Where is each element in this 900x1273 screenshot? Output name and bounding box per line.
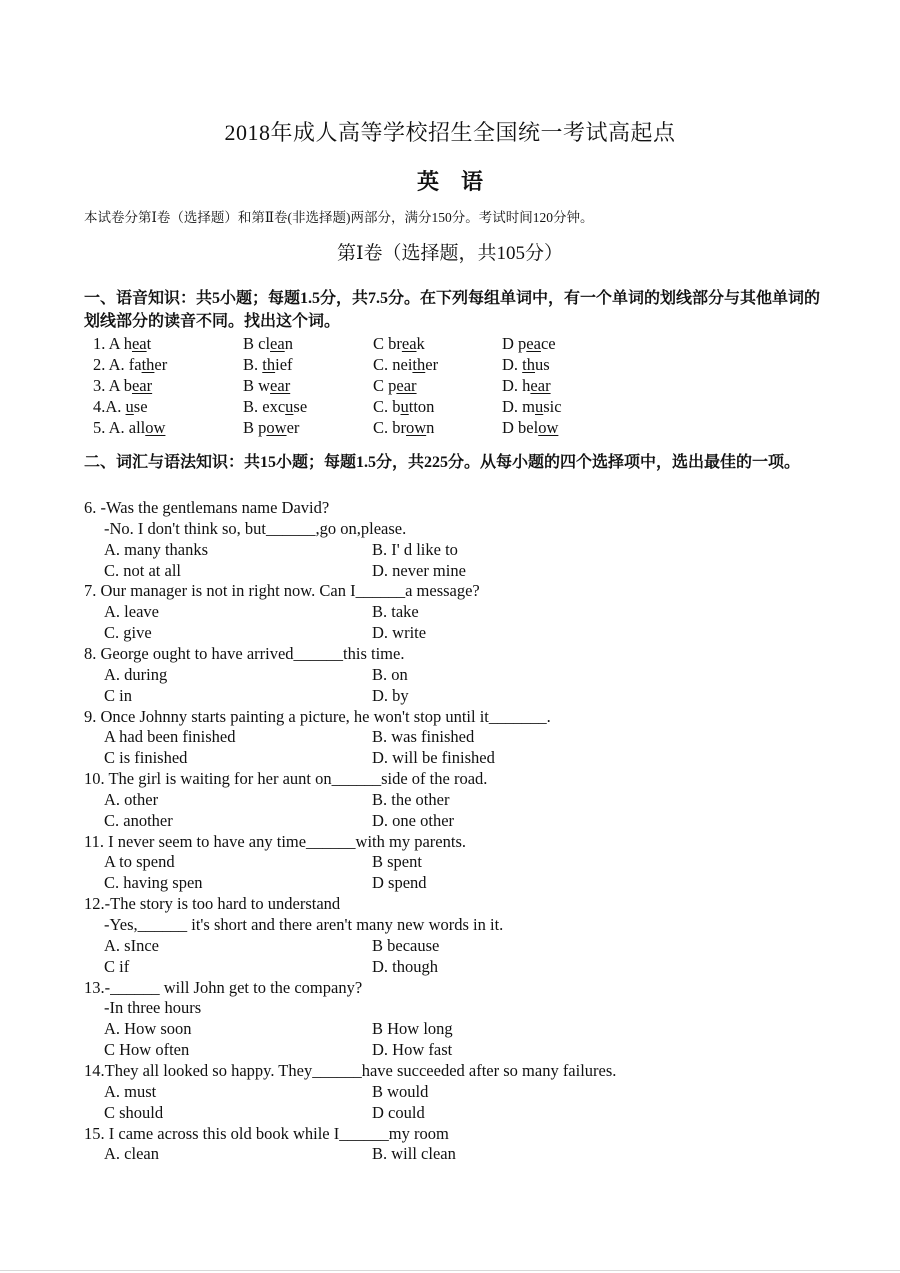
word-part: er [154,355,168,374]
answer-option: B How long [372,1019,453,1038]
word-part: B. exc [243,397,286,416]
word-part: C. nei [373,355,413,374]
answer-option: A. How soon [104,1019,192,1038]
word-part: ief [275,355,293,374]
part-heading: 第Ⅰ卷（选择题，共105分） [336,243,563,264]
phonetic-option [243,354,293,375]
word-part: B cl [243,334,271,353]
word-part: D. m [502,397,535,416]
question-stem: 12.-The story is too hard to understand [84,894,341,913]
word-part: D. [502,355,523,374]
underlined-letters: u [125,397,134,416]
answer-option: B. on [372,665,408,684]
phonetic-option [502,417,558,438]
question-dialogue-line: -Yes,______ it's short and there aren't many new words in it. [104,915,504,934]
question-stem: 7. Our manager is not in right now. Can I______a message? [84,581,480,600]
question-dialogue-line: -No. I don't think so, but______,go on,please. [104,519,407,538]
phonetic-option [502,396,562,417]
underlined-letters: ow [538,418,559,437]
phonetic-option [243,375,290,396]
answer-option: C if [104,957,130,976]
word-part: D p [502,334,527,353]
phonetic-option [93,375,152,396]
question-stem: 8. George ought to have arrived______this time. [84,644,405,663]
word-part: D. h [502,376,531,395]
phonetic-option [93,417,165,438]
underlined-letters: th [141,355,155,374]
word-part: D bel [502,418,539,437]
answer-option: B because [372,936,440,955]
phonetic-option [502,333,556,354]
word-part: B w [243,376,271,395]
phonetic-option [93,354,167,375]
word-part: B. [243,355,263,374]
answer-option: A to spend [104,852,175,871]
phonetic-option [373,396,434,417]
phonetic-option [243,333,293,354]
phonetic-option [243,417,299,438]
answer-option: D spend [372,873,427,892]
answer-option: C. give [104,623,152,642]
word-part: n [284,334,293,353]
underlined-letters: ear [270,376,291,395]
underlined-letters: u [285,397,294,416]
answer-option: C in [104,686,132,705]
question-stem: 13.-______ will John get to the company? [84,978,363,997]
section-1-heading: 一、语音知识：共5小题；每题1.5分，共7.5分。在下列每组单词中，有一个单词的划线部分与其他单词的划线部分的读音不同。找出这个词。 [84,290,821,330]
answer-option: D. How fast [372,1040,453,1059]
phonetic-option [243,396,307,417]
answer-option: D. will be finished [372,748,495,767]
word-part: er [425,355,439,374]
answer-option: A. many thanks [104,540,209,559]
answer-option: D. by [372,686,409,705]
word-part: 5. A. all [93,418,146,437]
page-edge-line [0,1270,900,1271]
word-part: sic [543,397,562,416]
underlined-letters: th [412,355,426,374]
word-part: se [133,397,148,416]
question-stem: 9. Once Johnny starts painting a picture, he won't stop until it_______. [84,707,551,726]
underlined-letters: ear [530,376,551,395]
question-stem: 6. -Was the gentlemans name David? [84,498,330,517]
word-part: us [535,355,550,374]
underlined-letters: th [262,355,276,374]
word-part: t [146,334,152,353]
underlined-letters: th [522,355,536,374]
answer-option: C. having spen [104,873,203,892]
answer-option: B. will clean [372,1144,456,1163]
word-part: se [293,397,308,416]
answer-option: D. write [372,623,427,642]
answer-option: A. must [104,1082,157,1101]
answer-option: D. though [372,957,438,976]
answer-option: A had been finished [104,727,236,746]
question-stem: 10. The girl is waiting for her aunt on______side of the road. [84,769,488,788]
answer-option: C is finished [104,748,188,767]
exam-intro: 本试卷分第Ⅰ卷（选择题）和第Ⅱ卷(非选择题)两部分，满分150分。考试时间120分钟。 [84,210,594,225]
word-part: k [416,334,425,353]
underlined-letters: ea [401,334,417,353]
underlined-letters: ea [526,334,541,353]
section-2-heading: 二、词汇与语法知识：共15小题；每题1.5分，共225分。从每小题的四个选择项中，选出最佳的一项。 [84,454,801,471]
word-part: C br [373,334,402,353]
underlined-letters: ear [131,376,153,395]
answer-option: D could [372,1103,425,1122]
question-dialogue-line: -In three hours [104,998,202,1017]
answer-option: B. take [372,602,419,621]
word-part: C. br [373,418,406,437]
word-part: 4.A. [93,397,126,416]
question-stem: 15. I came across this old book while I______my room [84,1124,449,1143]
phonetic-option [373,333,425,354]
phonetic-option [373,354,438,375]
underlined-letters: ear [396,376,417,395]
underlined-letters: ow [145,418,166,437]
answer-option: D. never mine [372,561,466,580]
answer-option: A. leave [104,602,159,621]
answer-option: C. another [104,811,173,830]
question-stem: 14.They all looked so happy. They______have succeeded after so many failures. [84,1061,617,1080]
underlined-letters: ea [270,334,285,353]
subject-title: 英语 [416,169,505,194]
underlined-letters: u [400,397,409,416]
underlined-letters: ea [131,334,147,353]
answer-option: A. other [104,790,159,809]
phonetic-option [502,354,550,375]
word-part: 3. A b [93,376,132,395]
word-part: er [286,418,300,437]
answer-option: A. sInce [104,936,159,955]
phonetic-option [93,396,148,417]
word-part: C p [373,376,397,395]
answer-option: B. was finished [372,727,475,746]
answer-option: A. clean [104,1144,159,1163]
answer-option: A. during [104,665,168,684]
underlined-letters: ow [406,418,427,437]
answer-option: D. one other [372,811,455,830]
word-part: B p [243,418,267,437]
answer-option: B would [372,1082,429,1101]
answer-option: B. I' d like to [372,540,458,559]
phonetic-option [373,375,417,396]
word-part: ce [540,334,556,353]
word-part: tton [408,397,435,416]
phonetic-option [93,333,151,354]
page-title: 2018年成人高等学校招生全国统一考试高起点 [224,120,676,145]
word-part: 2. A. fa [93,355,142,374]
underlined-letters: ow [266,418,287,437]
underlined-letters: u [535,397,544,416]
word-part: 1. A h [93,334,132,353]
answer-option: C How often [104,1040,190,1059]
answer-option: C should [104,1103,164,1122]
answer-option: C. not at all [104,561,181,580]
phonetic-option [502,375,551,396]
answer-option: B. the other [372,790,450,809]
word-part: n [426,418,435,437]
answer-option: B spent [372,852,422,871]
phonetic-option [373,417,434,438]
word-part: C. b [373,397,401,416]
question-stem: 11. I never seem to have any time______with my parents. [84,832,466,851]
